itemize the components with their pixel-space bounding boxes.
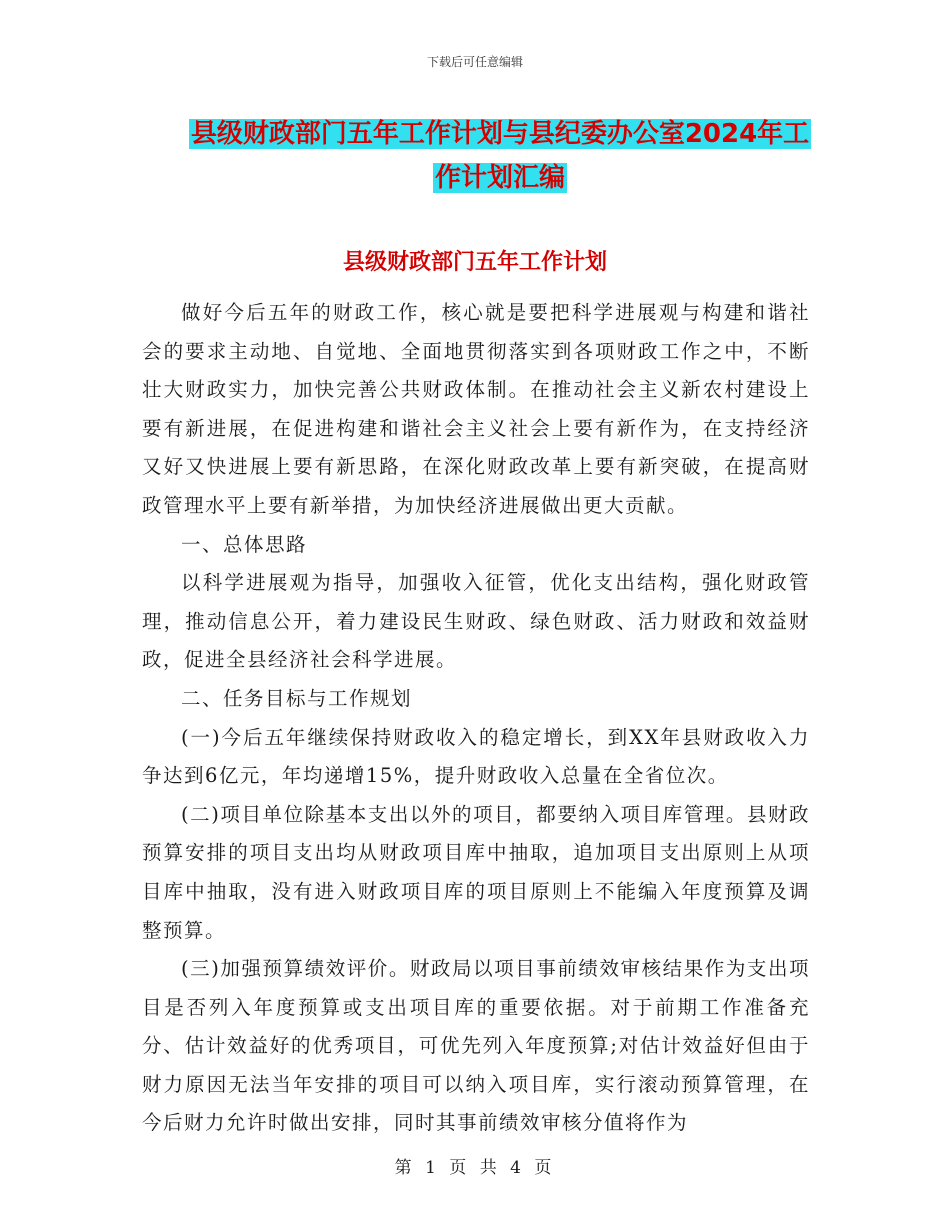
page-number: 第 1 页 共 4 页 xyxy=(394,1158,556,1178)
paragraph-goal-3: (三)加强预算绩效评价。财政局以项目事前绩效审核结果作为支出项目是否列入年度预算或支出项目库的重要依据。对于前期工作准备充分、估计效益好的优秀项目，可优先列入年度预算;对估计效益好但由于财力原因无法当年安排的项目可以纳入项目库，实行滚动预算管理，在今后财力允许时做出安排，同时其事前绩效审核分值将作为 xyxy=(142,957,810,1135)
document-title-line-1: 县级财政部门五年工作计划与县纪委办公室2024年工 xyxy=(190,119,810,149)
header-note: 下载后可任意编辑 xyxy=(426,55,523,69)
paragraph-goal-2: (二)项目单位除基本支出以外的项目，都要纳入项目库管理。县财政预算安排的项目支出均从财政项目库中抽取，追加项目支出原则上从项目库中抽取，没有进入财政项目库的项目原则上不能编入年度预算及调整预算。 xyxy=(142,802,810,942)
section-title: 县级财政部门五年工作计划 xyxy=(342,250,607,275)
heading-overall-approach: 一、总体思路 xyxy=(181,532,308,556)
paragraph-goal-1: (一)今后五年继续保持财政收入的稳定增长，到XX年县财政收入力争达到6亿元，年均递增15%，提升财政收入总量在全省位次。 xyxy=(142,725,810,788)
document-body xyxy=(142,294,810,1143)
paragraph-overall-approach: 以科学进展观为指导，加强收入征管，优化支出结构，强化财政管理，推动信息公开，着力建设民生财政、绿色财政、活力财政和效益财政，促进全县经济社会科学进展。 xyxy=(142,571,810,672)
heading-goals-and-plan: 二、任务目标与工作规划 xyxy=(181,686,413,710)
document-title-line-2: 作计划汇编 xyxy=(434,163,565,193)
document-title xyxy=(150,112,850,200)
paragraph-intro: 做好今后五年的财政工作，核心就是要把科学进展观与构建和谐社会的要求主动地、自觉地、全面地贯彻落实到各项财政工作之中，不断壮大财政实力，加快完善公共财政体制。在推动社会主义新农村建设上要有新进展，在促进构建和谐社会主义社会上要有新作为，在支持经济又好又快进展上要有新思路，在深化财政改革上要有新突破，在提高财政管理水平上要有新举措，为加快经济进展做出更大贡献。 xyxy=(142,301,810,517)
